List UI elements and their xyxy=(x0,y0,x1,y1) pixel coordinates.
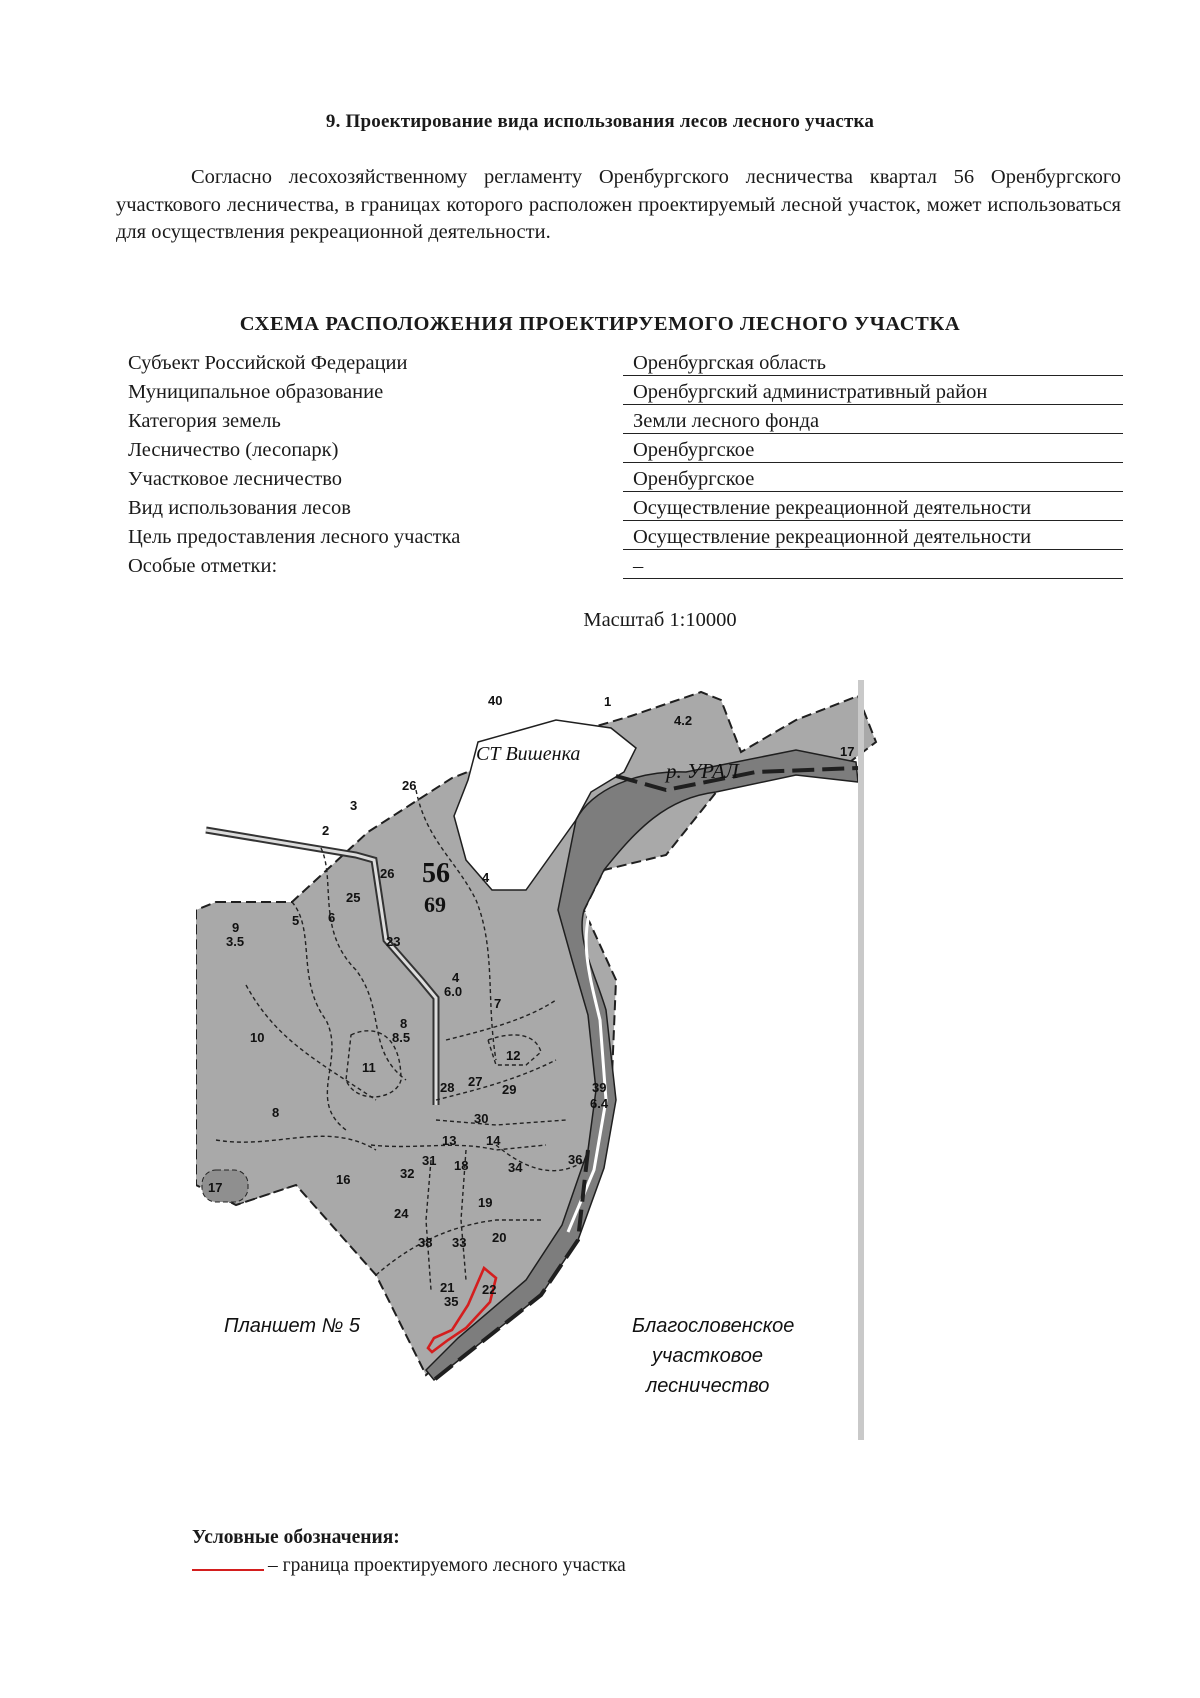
parcel-number: 11 xyxy=(362,1060,376,1075)
parcel-number: 29 xyxy=(502,1082,517,1097)
parcel-number: 32 xyxy=(400,1166,415,1181)
quarter-area: 69 xyxy=(424,892,446,917)
legend-boundary-line xyxy=(192,1569,264,1571)
orchard-label: СТ Вишенка xyxy=(476,743,581,765)
parcel-number: 6 xyxy=(328,910,336,925)
parcel-number: 2 xyxy=(322,823,330,838)
parcel-number: 10 xyxy=(250,1030,265,1045)
intro-paragraph: Согласно лесохозяйственному регламенту Оренбургского лесничества квартал 56 Оренбургского участкового лесничества, в границах которого расположен проектируемый лесной участок, может использоваться для осуществления рекреационной деятельности. xyxy=(116,166,1121,243)
scheme-title: СХЕМА РАСПОЛОЖЕНИЯ ПРОЕКТИРУЕМОГО ЛЕСНОГО УЧАСТКА xyxy=(239,313,961,335)
parcel-number: 4 xyxy=(452,970,460,985)
attribute-row xyxy=(128,555,1123,584)
attribute-row xyxy=(128,497,1123,526)
attribute-row xyxy=(128,468,1123,497)
parcel-number: 17 xyxy=(840,744,855,759)
neighbor-label-1: Благословенское xyxy=(632,1315,795,1337)
parcel-number: 16 xyxy=(336,1172,351,1187)
attribute-label: Категория земель xyxy=(128,410,281,432)
parcel-number: 9 xyxy=(232,920,240,935)
parcel-number: 26 xyxy=(402,778,417,793)
parcel-number: 7 xyxy=(494,996,502,1011)
attribute-value: Оренбургское xyxy=(623,468,1123,492)
parcel-number: 40 xyxy=(488,693,503,708)
parcel-number: 8 xyxy=(400,1016,408,1031)
parcel-number: 5 xyxy=(292,913,300,928)
attribute-row xyxy=(128,410,1123,439)
parcel-number: 24 xyxy=(394,1206,409,1221)
sheet-label: Планшет № 5 xyxy=(224,1315,360,1337)
attribute-label: Лесничество (лесопарк) xyxy=(128,439,339,461)
parcel-number: 23 xyxy=(386,934,401,949)
parcel-number: 21 xyxy=(440,1280,455,1295)
parcel-number: 13 xyxy=(442,1133,457,1148)
parcel-number: 26 xyxy=(380,866,395,881)
parcel-number: 33 xyxy=(452,1235,467,1250)
parcel-number: 3 xyxy=(350,798,358,813)
parcel-number: 25 xyxy=(346,890,361,905)
parcel-number: 8.5 xyxy=(392,1030,411,1045)
legend-item-text: – граница проектируемого лесного участка xyxy=(268,1555,626,1576)
attribute-label: Вид использования лесов xyxy=(128,497,351,519)
attribute-value: Земли лесного фонда xyxy=(623,410,1123,434)
parcel-number: 6.4 xyxy=(590,1096,609,1111)
attribute-row xyxy=(128,439,1123,468)
attribute-value: Оренбургское xyxy=(623,439,1123,463)
forest-map xyxy=(196,680,946,1510)
attribute-label: Цель предоставления лесного участка xyxy=(128,526,461,548)
parcel-number: 19 xyxy=(478,1195,493,1210)
section-title: 9. Проектирование вида использования лесов лесного участка xyxy=(325,111,875,132)
parcel-number: 18 xyxy=(454,1158,469,1173)
neighbor-label-2: участковое xyxy=(652,1345,763,1367)
attribute-value: – xyxy=(623,555,1123,579)
attribute-value: Оренбургская область xyxy=(623,352,1123,376)
parcel-number: 22 xyxy=(482,1282,497,1297)
quarter-number: 56 xyxy=(422,858,450,889)
parcel-number: 8 xyxy=(272,1105,280,1120)
parcel-number: 36 xyxy=(568,1152,583,1167)
river-label: р. УРАЛ xyxy=(666,759,739,783)
parcel-number: 6.0 xyxy=(444,984,463,999)
parcel-number: 27 xyxy=(468,1074,483,1089)
attribute-value: Осуществление рекреационной деятельности xyxy=(623,526,1123,550)
parcel-number: 14 xyxy=(486,1133,501,1148)
attribute-label: Особые отметки: xyxy=(128,555,278,577)
legend-title: Условные обозначения: xyxy=(192,1527,400,1548)
parcel-number: 4.2 xyxy=(674,713,693,728)
parcel-number: 1 xyxy=(604,694,612,709)
attribute-row xyxy=(128,352,1123,381)
attribute-label: Муниципальное образование xyxy=(128,381,384,403)
parcel-number: 20 xyxy=(492,1230,507,1245)
parcel-number: 35 xyxy=(444,1294,459,1309)
attribute-value: Осуществление рекреационной деятельности xyxy=(623,497,1123,521)
parcel-number: 39 xyxy=(592,1080,607,1095)
neighbor-label-3: лесничество xyxy=(646,1375,770,1397)
map-scale: Масштаб 1:10000 xyxy=(583,609,737,631)
parcel-number: 31 xyxy=(422,1153,437,1168)
parcel-number: 17 xyxy=(208,1180,223,1195)
scan-edge xyxy=(858,680,864,1440)
parcel-number: 3.5 xyxy=(226,934,245,949)
attribute-label: Субъект Российской Федерации xyxy=(128,352,408,374)
parcel-number: 34 xyxy=(508,1160,523,1175)
attribute-row xyxy=(128,381,1123,410)
parcel-number: 28 xyxy=(440,1080,455,1095)
parcel-number: 4 xyxy=(482,870,490,885)
attribute-label: Участковое лесничество xyxy=(128,468,343,490)
attribute-row xyxy=(128,526,1123,555)
parcel-number: 38 xyxy=(418,1235,433,1250)
parcel-number: 30 xyxy=(474,1111,489,1126)
attribute-value: Оренбургский административный район xyxy=(623,381,1123,405)
parcel-number: 12 xyxy=(506,1048,521,1063)
